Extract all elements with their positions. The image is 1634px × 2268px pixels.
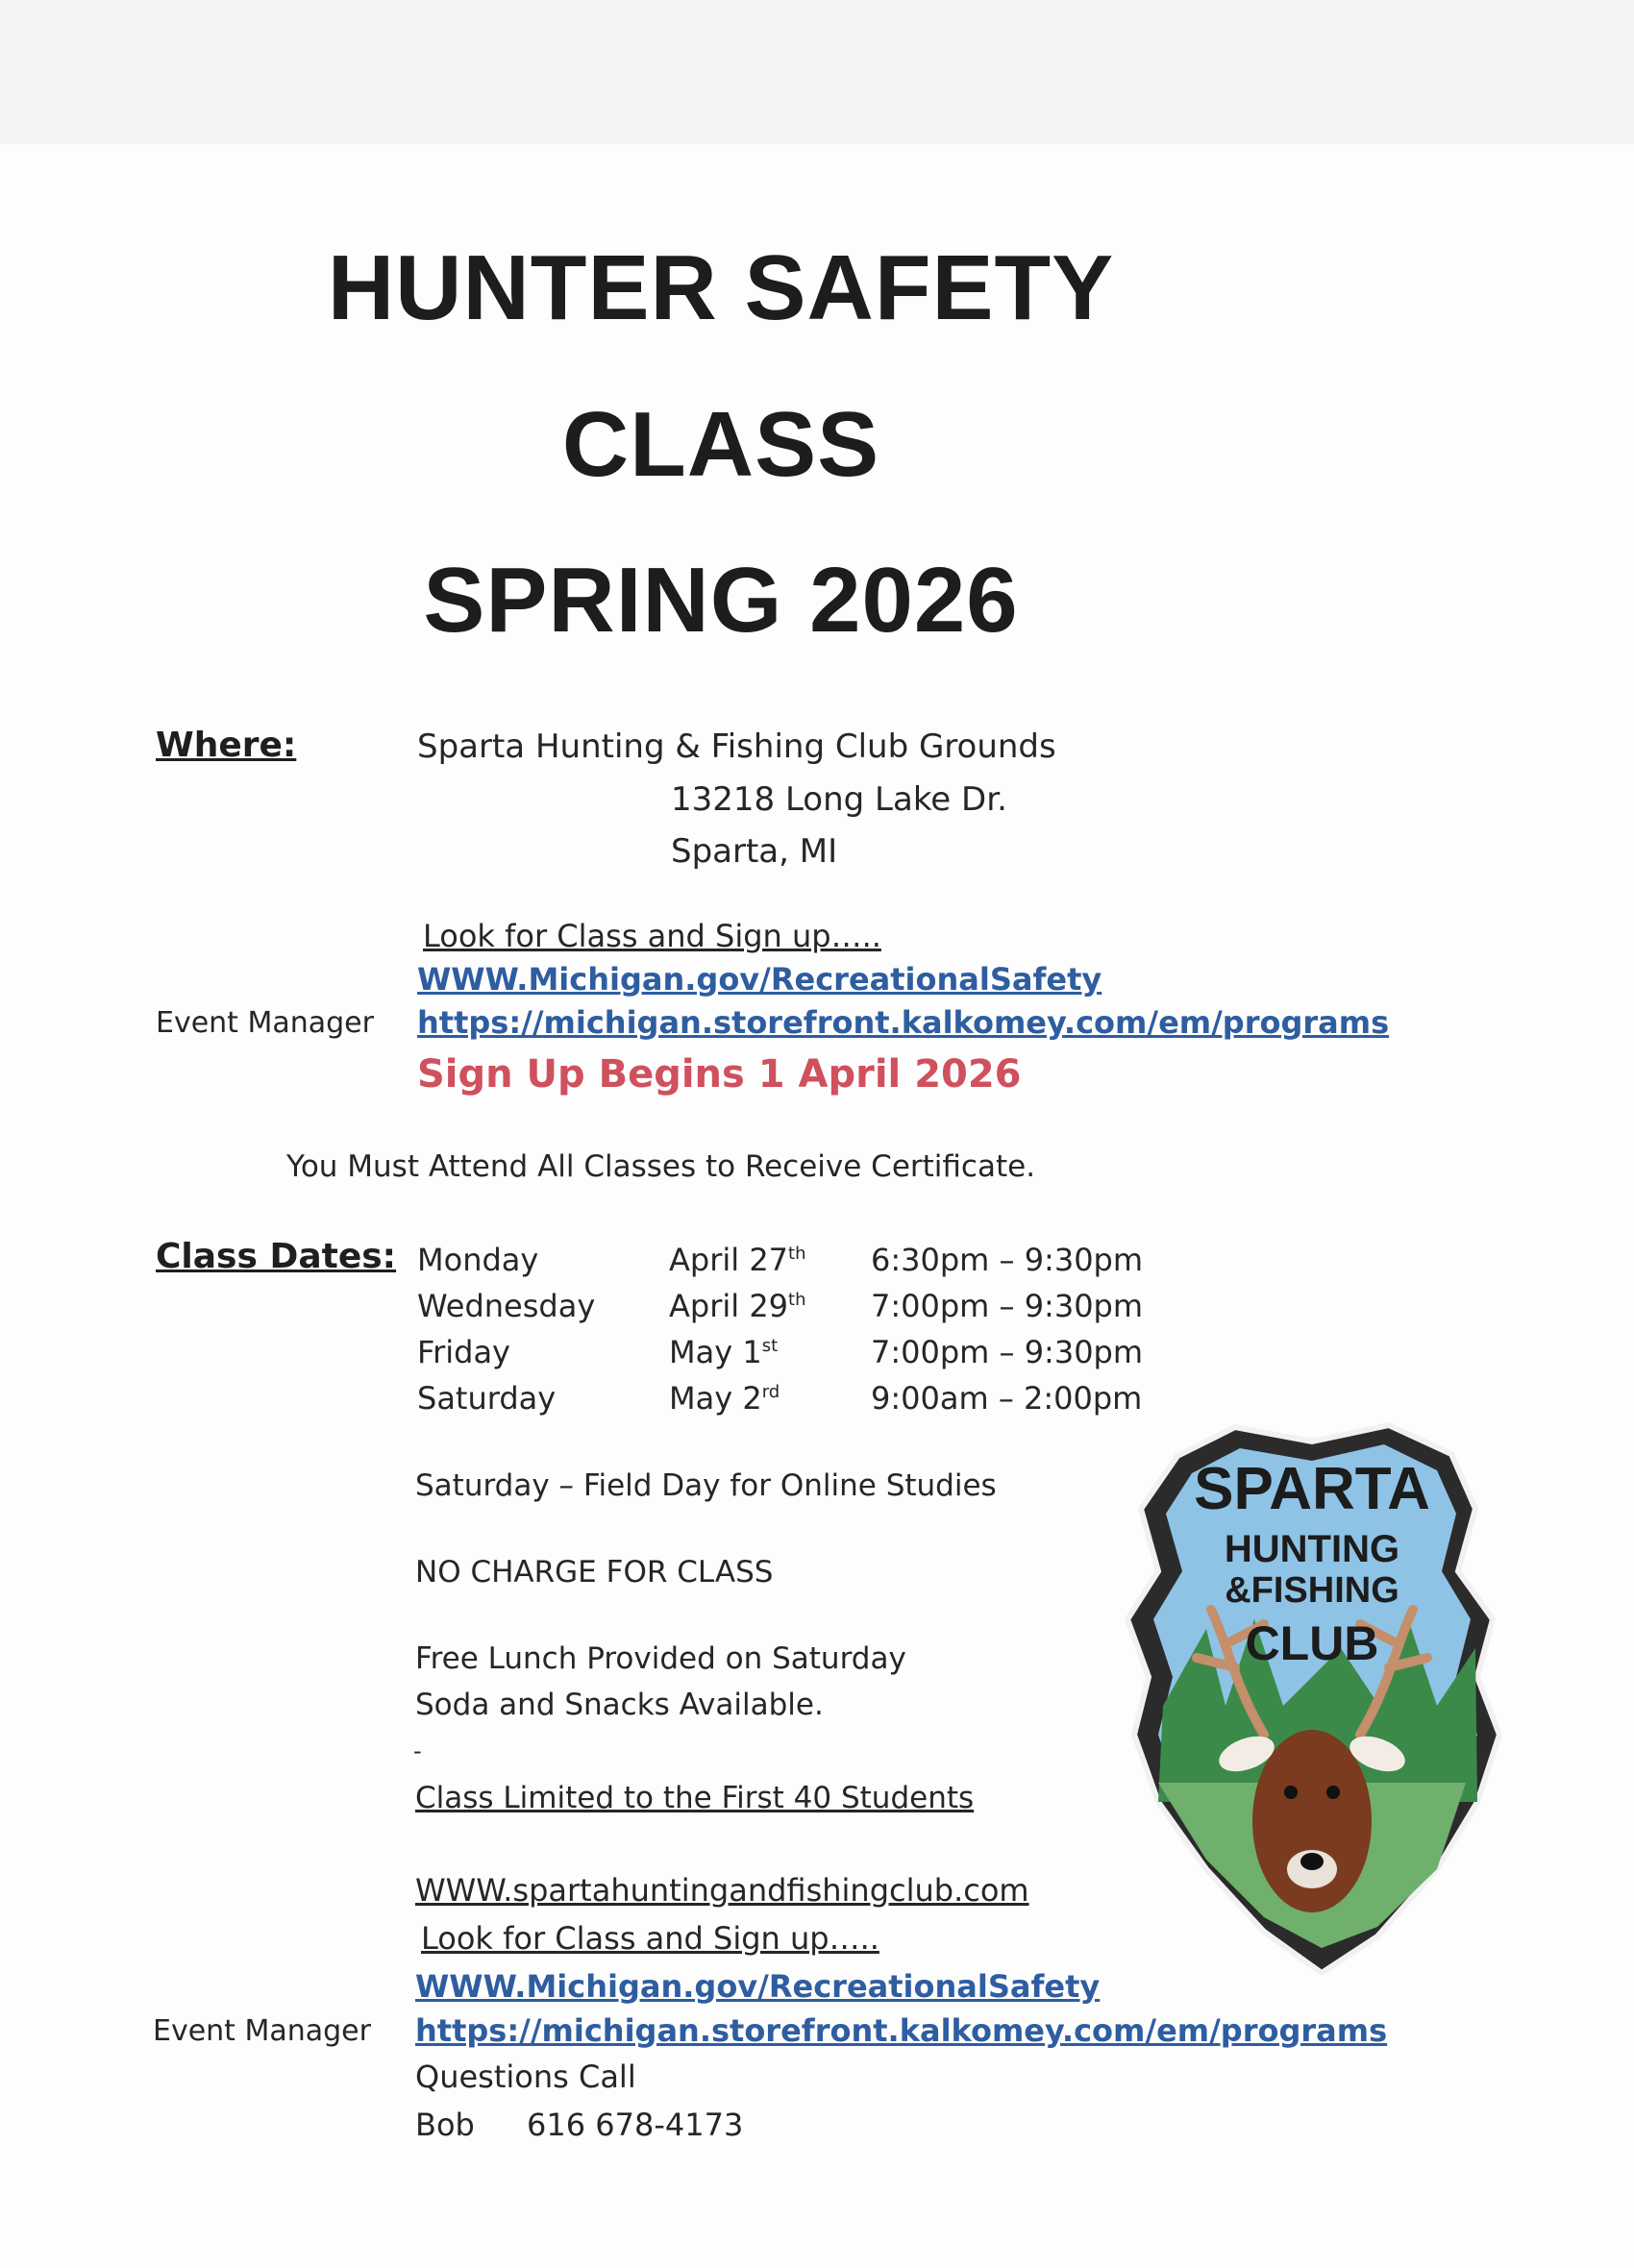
questions-label: Questions Call bbox=[415, 2058, 636, 2095]
dash-mark: - bbox=[413, 1738, 422, 1764]
field-day-note: Saturday – Field Day for Online Studies bbox=[415, 1468, 997, 1503]
storefront-link[interactable]: https://michigan.storefront.kalkomey.com/em/programs bbox=[417, 1004, 1390, 1041]
club-patch-logo bbox=[1120, 1418, 1504, 1975]
patch-text-club: CLUB bbox=[1245, 1616, 1379, 1670]
class-time: 6:30pm – 9:30pm bbox=[871, 1242, 1144, 1278]
no-charge-note: NO CHARGE FOR CLASS bbox=[415, 1555, 774, 1590]
class-day: Monday bbox=[417, 1242, 539, 1278]
event-manager-label: Event Manager bbox=[156, 1006, 374, 1040]
class-day: Saturday bbox=[417, 1380, 557, 1417]
event-manager-label-bottom: Event Manager bbox=[153, 2014, 371, 2048]
michigan-gov-link-bottom[interactable]: WWW.Michigan.gov/RecreationalSafety bbox=[415, 1968, 1101, 2005]
page-title-line-3: SPRING 2026 bbox=[423, 549, 1019, 652]
contact-phone: 616 678-4173 bbox=[527, 2107, 744, 2143]
venue-street: 13218 Long Lake Dr. bbox=[671, 780, 1007, 819]
patch-text-sparta: SPARTA bbox=[1194, 1456, 1430, 1522]
snacks-note: Soda and Snacks Available. bbox=[415, 1688, 824, 1722]
class-time: 7:00pm – 9:30pm bbox=[871, 1288, 1144, 1324]
storefront-link-bottom[interactable]: https://michigan.storefront.kalkomey.com/em/programs bbox=[415, 2012, 1388, 2049]
class-time: 7:00pm – 9:30pm bbox=[871, 1334, 1144, 1370]
class-date: April 27th bbox=[669, 1242, 806, 1278]
class-date: May 1st bbox=[669, 1334, 779, 1370]
class-date: May 2rd bbox=[669, 1380, 780, 1417]
patch-text-fishing: &FISHING bbox=[1225, 1570, 1399, 1611]
class-time: 9:00am – 2:00pm bbox=[871, 1380, 1143, 1417]
lunch-note: Free Lunch Provided on Saturday bbox=[415, 1641, 906, 1676]
patch-text-hunting: HUNTING bbox=[1224, 1528, 1400, 1570]
look-for-class-text-bottom: Look for Class and Sign up….. bbox=[421, 1920, 879, 1957]
attendance-notice: You Must Attend All Classes to Receive Certificate. bbox=[286, 1149, 1036, 1184]
michigan-gov-link[interactable]: WWW.Michigan.gov/RecreationalSafety bbox=[417, 961, 1102, 998]
class-day: Friday bbox=[417, 1334, 510, 1370]
where-label: Where: bbox=[156, 726, 297, 765]
class-dates-label: Class Dates: bbox=[156, 1237, 397, 1276]
class-day: Wednesday bbox=[417, 1288, 596, 1324]
page-title-line-2: CLASS bbox=[561, 393, 880, 496]
venue-city: Sparta, MI bbox=[671, 832, 838, 871]
contact-name: Bob bbox=[415, 2107, 475, 2143]
venue-name: Sparta Hunting & Fishing Club Grounds bbox=[417, 727, 1056, 766]
signup-begins-text: Sign Up Begins 1 April 2026 bbox=[417, 1052, 1022, 1097]
look-for-class-text: Look for Class and Sign up….. bbox=[423, 918, 881, 954]
club-website-link[interactable]: WWW.spartahuntingandfishingclub.com bbox=[415, 1872, 1029, 1909]
class-date: April 29th bbox=[669, 1288, 806, 1324]
class-limit-note: Class Limited to the First 40 Students bbox=[415, 1781, 975, 1815]
page-title-line-1: HUNTER SAFETY bbox=[327, 236, 1115, 339]
scan-top-edge bbox=[0, 0, 1634, 144]
